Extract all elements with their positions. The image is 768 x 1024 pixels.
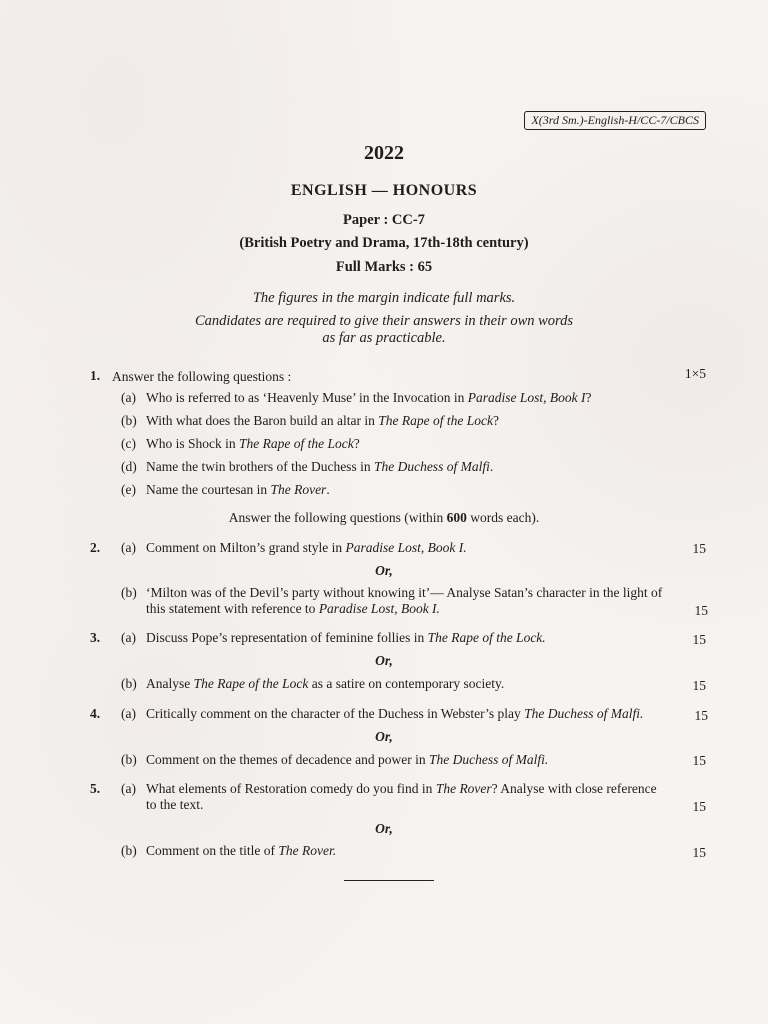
question-number: 3. — [90, 630, 101, 645]
or-divider: Or, — [375, 653, 393, 668]
question-marks: 15 — [694, 708, 708, 723]
question-part: Name the courtesan in The Rover. — [146, 482, 330, 497]
paper-code-box: X(3rd Sm.)-English-H/CC-7/CBCS — [524, 111, 706, 130]
part-label: (b) — [121, 676, 137, 691]
question-part: Who is Shock in The Rape of the Lock? — [146, 436, 360, 451]
part-label: (a) — [121, 706, 136, 721]
question-part: What elements of Restoration comedy do you find in The Rover? Analyse with close reference — [146, 781, 657, 796]
question-part: Comment on the title of The Rover. — [146, 843, 337, 858]
question-marks: 15 — [692, 799, 706, 814]
subject-title: ENGLISH — HONOURS — [290, 182, 478, 199]
question-marks: 15 — [692, 632, 706, 647]
question-text: Answer the following questions : — [112, 369, 292, 384]
part-label: (d) — [121, 459, 137, 474]
or-divider: Or, — [375, 729, 393, 744]
or-divider: Or, — [375, 563, 393, 578]
question-part-continued: this statement with reference to Paradise Lost, Book I. — [146, 601, 440, 616]
instruction-own-words: Candidates are required to give their answers in their own words — [194, 313, 574, 329]
part-label: (b) — [121, 843, 137, 858]
part-label: (c) — [121, 436, 136, 451]
part-label: (b) — [121, 413, 137, 428]
question-marks: 1×5 — [684, 366, 706, 381]
or-divider: Or, — [375, 821, 393, 836]
section-instruction: Answer the following questions (within 600 words each). — [228, 510, 540, 525]
part-label: (b) — [121, 752, 137, 767]
question-number: 5. — [90, 781, 101, 796]
question-marks: 15 — [692, 541, 706, 556]
part-label: (a) — [121, 630, 136, 645]
part-label: (a) — [121, 781, 136, 796]
instruction-practicable: as far as practicable. — [322, 330, 446, 346]
part-label: (a) — [121, 390, 136, 405]
exam-year: 2022 — [364, 142, 404, 164]
question-part: Comment on Milton’s grand style in Paradise Lost, Book I. — [146, 540, 467, 555]
question-part: Comment on the themes of decadence and power in The Duchess of Malfi. — [146, 752, 549, 767]
question-marks: 15 — [692, 845, 706, 860]
question-number: 4. — [90, 706, 101, 721]
question-part: Who is referred to as ‘Heavenly Muse’ in the Invocation in Paradise Lost, Book I? — [146, 390, 592, 405]
full-marks: Full Marks : 65 — [335, 259, 433, 275]
end-rule — [344, 880, 434, 881]
part-label: (e) — [121, 482, 136, 497]
question-number: 2. — [90, 540, 101, 555]
question-part: Critically comment on the character of the Duchess in Webster’s play The Duchess of Malfi. — [146, 706, 644, 721]
question-part: Analyse The Rape of the Lock as a satire on contemporary society. — [146, 676, 505, 691]
part-label: (a) — [121, 540, 136, 555]
question-marks: 15 — [692, 753, 706, 768]
part-label: (b) — [121, 585, 137, 600]
instruction-margin: The figures in the margin indicate full marks. — [252, 290, 516, 306]
question-part: Name the twin brothers of the Duchess in The Duchess of Malfi. — [146, 459, 494, 474]
paper-title: (British Poetry and Drama, 17th-18th century) — [239, 235, 529, 251]
question-marks: 15 — [692, 678, 706, 693]
question-number: 1. — [90, 368, 101, 383]
question-part-continued: to the text. — [146, 797, 204, 812]
question-part: ‘Milton was of the Devil’s party without knowing it’— Analyse Satan’s character in the light of — [146, 585, 663, 600]
question-marks: 15 — [694, 603, 708, 618]
paper-number: Paper : CC-7 — [343, 212, 425, 228]
question-part: Discuss Pope’s representation of feminine follies in The Rape of the Lock. — [146, 630, 546, 645]
question-part: With what does the Baron build an altar in The Rape of the Lock? — [146, 413, 500, 428]
